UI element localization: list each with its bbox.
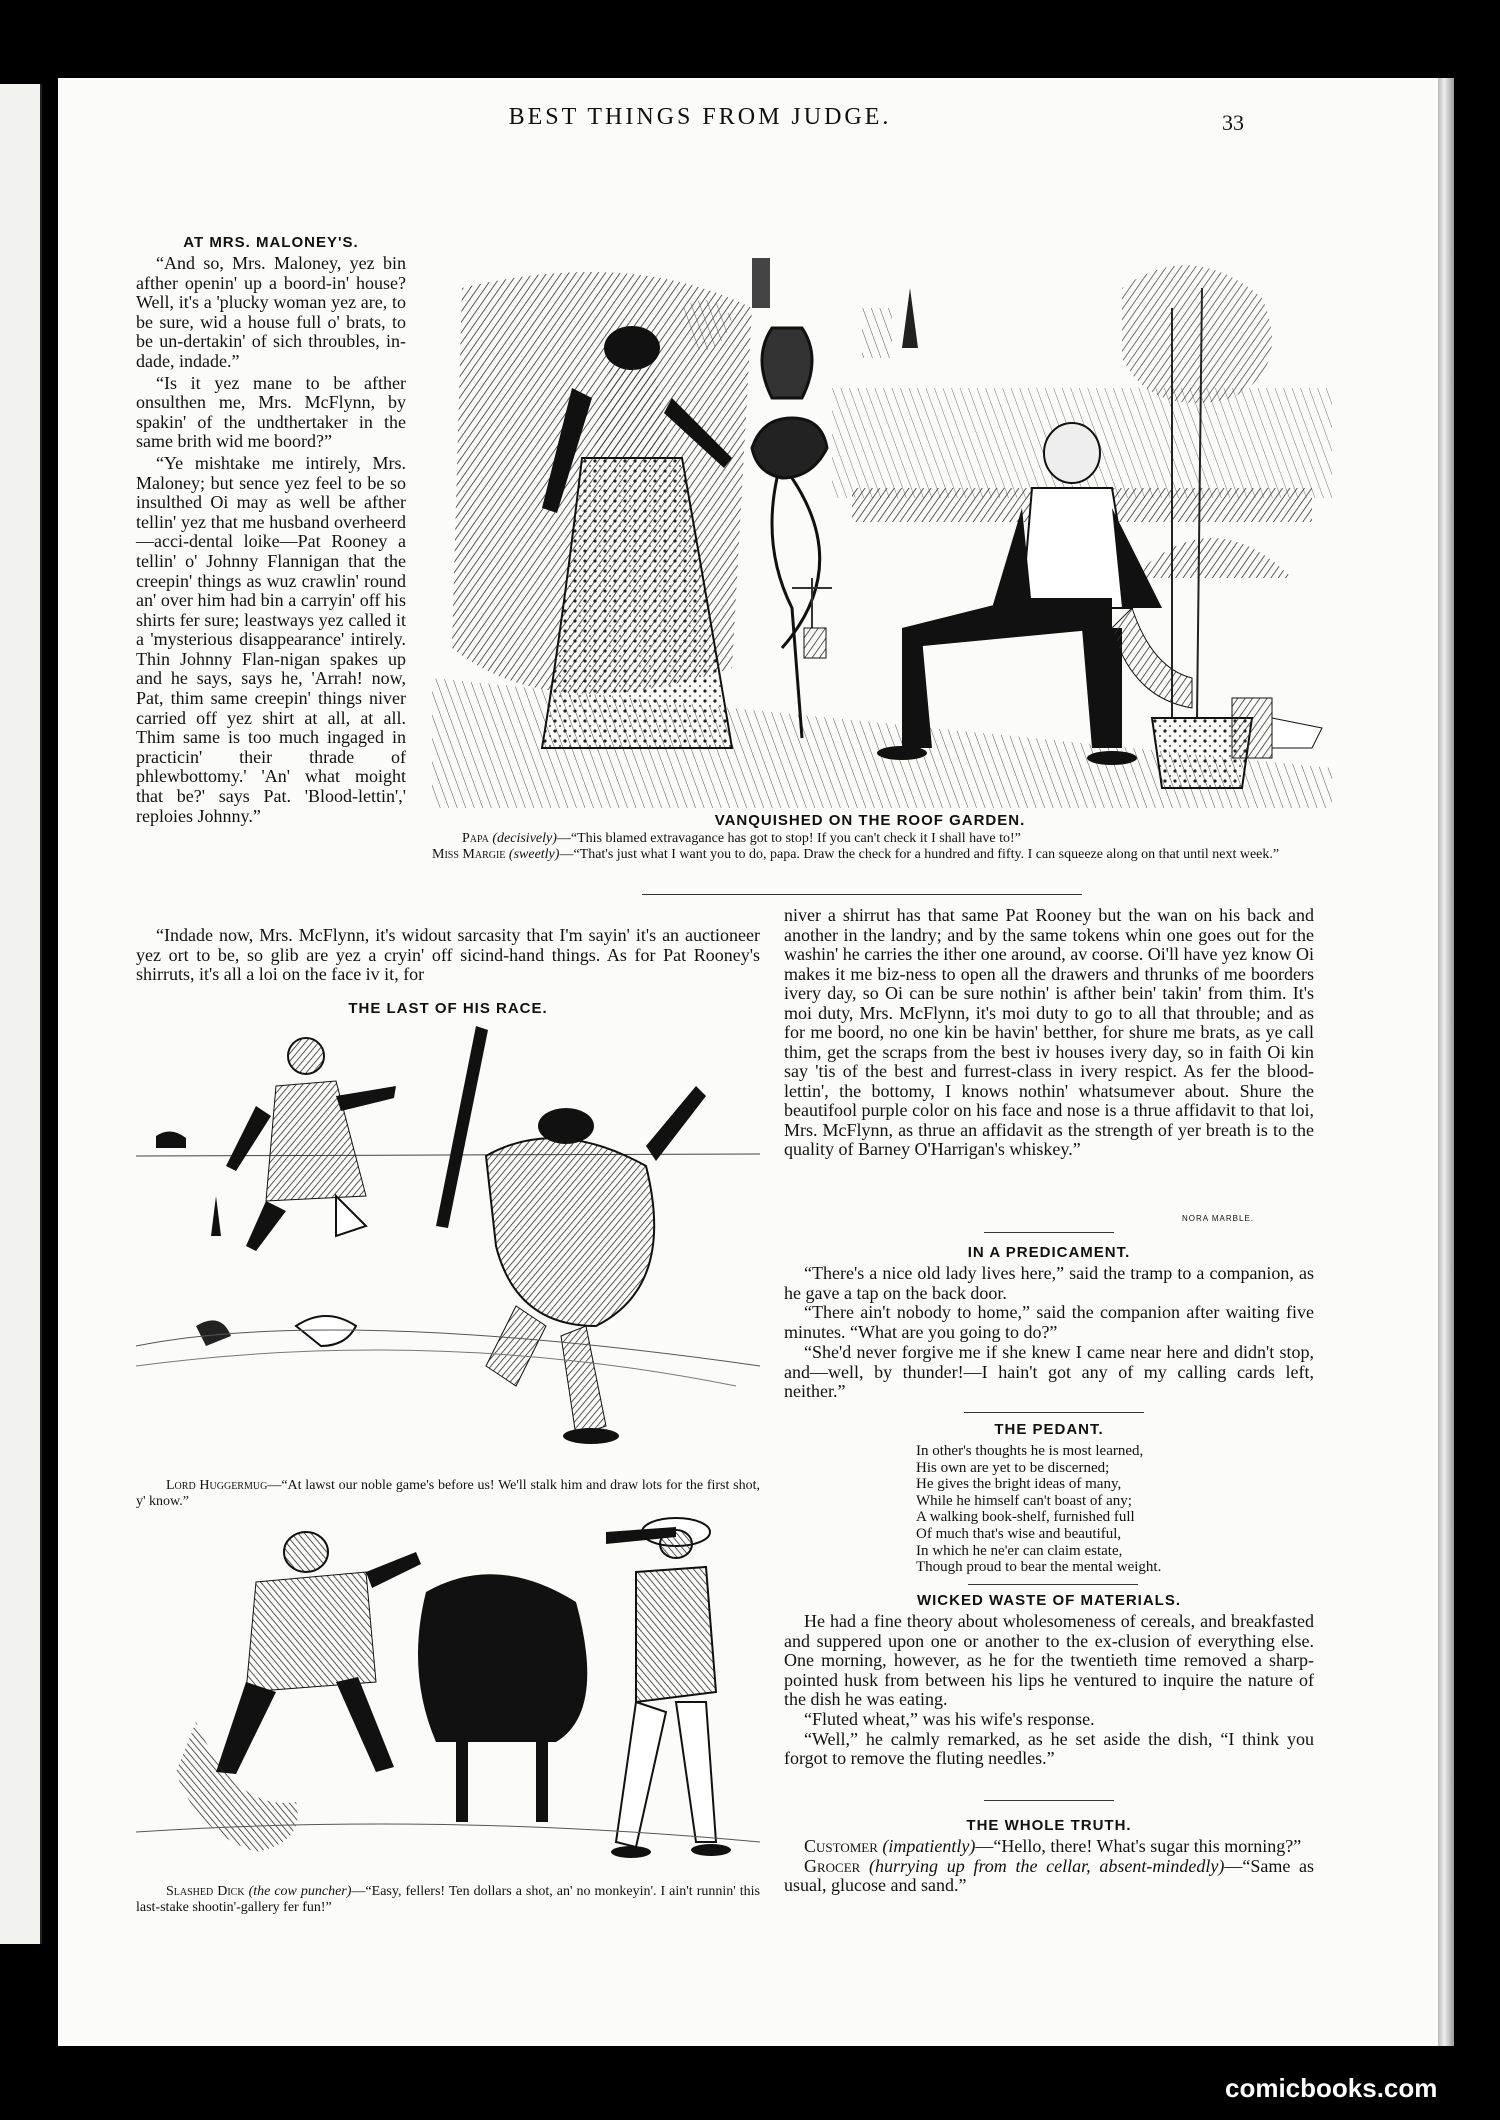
maloney-paragraph-wide bbox=[136, 926, 760, 985]
predicament-paragraph: “There ain't nobody to home,” said the companion after waiting five minutes. “What are you going to do?” bbox=[784, 1302, 1314, 1343]
waste-paragraph: “Well,” he calmly remarked, as he set aside the dish, “I think you forgot to remove the fluting needles.” bbox=[784, 1728, 1314, 1769]
caption-line: —“Easy, fellers! Ten dollars a shot, an' no monkeyin'. I ain't runnin' this last-stake shootin'-gallery fer fun!” bbox=[136, 1884, 760, 1915]
stage-direction: (decisively) bbox=[492, 831, 557, 846]
section-rule bbox=[642, 894, 1082, 895]
maloney-column-right bbox=[784, 906, 1314, 1160]
roof-garden-illustration bbox=[432, 248, 1332, 808]
poem-line: While he himself can't boast of any; bbox=[916, 1492, 1132, 1509]
maloney-paragraph: “Is it yez mane to be afther onsulthen me, Mrs. McFlynn, by spakin' of the undthertaker in the same brith wid me boord?” bbox=[136, 372, 406, 452]
maloney-paragraph: niver a shirrut has that same Pat Rooney but the wan on his back and another in the landry; and by the same tokens whin one goes out for the washin' he carries the ither one around, av coorse. Oi'll have yez know Oi makes it me biz-ness to open all the drawers and thrunks of me boorders ivery day, so Oi can be sure nothin' is afther bein' takin' from thim. It's moi duty, Mrs. McFlynn, it's moi duty to go to all that throuble; and as for me boord, no one kin be havin' betther, for shure me brats, as ye call thim, get the scraps from the best iv houses ivery day, so in faith Oi kin say 'tis of the best and furrest-class in ivery respict. As fer the blood-lettin', the bottomy, I knows nothin' whatsumever about. Shure the beautifool purple color on his face and nose is a thrue affidavit to that loi, Mrs. McFlynn, as thrue an affidavit as the strength of yer breath is to the quality of Barney O'Harrigan's whiskey.” bbox=[784, 905, 1314, 1159]
watermark: comicbooks.com bbox=[1225, 2073, 1438, 2103]
roof-garden-title: VANQUISHED ON THE ROOF GARDEN. bbox=[714, 812, 1026, 829]
facing-page-edge bbox=[0, 84, 42, 1944]
running-head: BEST THINGS FROM JUDGE. bbox=[508, 104, 892, 130]
predicament-text bbox=[784, 1264, 1314, 1402]
predicament-paragraph: “There's a nice old lady lives here,” said the tramp to a companion, as he gave a tap on the back door. bbox=[784, 1263, 1314, 1303]
truth-paragraph bbox=[784, 1857, 1314, 1896]
pedant-poem bbox=[916, 1443, 1161, 1576]
caption-line: —“At lawst our noble game's before us! We'll stalk him and draw lots for the first shot, y' know.” bbox=[136, 1478, 760, 1509]
maloney-column-top bbox=[136, 254, 406, 826]
waste-paragraph: “Fluted wheat,” was his wife's response. bbox=[804, 1708, 1095, 1729]
poem-line: A walking book-shelf, furnished full bbox=[916, 1509, 1135, 1526]
maloney-paragraph: “And so, Mrs. Maloney, yez bin afther openin' up a boord-in' house? Well, it's a 'plucky woman yez are, to be sure, wid a house full o' brats, to be un-dertakin' of sich throubles, in-dade, indade.” bbox=[136, 253, 406, 371]
speaker-miss-margie: Miss Margie bbox=[432, 846, 506, 862]
page-edge-shadow bbox=[1438, 78, 1454, 2046]
dialogue: —“Hello, there! What's sugar this morning?” bbox=[975, 1836, 1302, 1856]
poem-line: He gives the bright ideas of many, bbox=[916, 1476, 1122, 1493]
poem-line: Though proud to bear the mental weight. bbox=[916, 1559, 1162, 1576]
section-rule bbox=[984, 1232, 1114, 1233]
speaker-grocer: Grocer bbox=[804, 1855, 861, 1876]
page-number: 33 bbox=[1222, 110, 1244, 135]
hunters-illustration bbox=[136, 1026, 760, 1466]
speaker-papa: Papa bbox=[462, 831, 489, 846]
predicament-paragraph: “She'd never forgive me if she knew I came near here and didn't stop, and—well, by thunder!—I hain't got any of my calling cards left, neither.” bbox=[784, 1341, 1314, 1402]
roof-garden-caption bbox=[432, 831, 1312, 862]
speaker-lord-huggermug: Lord Huggermug bbox=[166, 1478, 268, 1493]
waste-text bbox=[784, 1612, 1314, 1769]
truth-title: THE WHOLE TRUTH. bbox=[966, 1817, 1132, 1834]
stage-direction: (the cow puncher) bbox=[248, 1884, 352, 1899]
poem-line: Of much that's wise and beautiful, bbox=[916, 1525, 1122, 1542]
caption-line: —“This blamed extravagance has got to stop! If you can't check it I shall have to!” bbox=[556, 831, 1021, 846]
caption-line: —“That's just what I want you to do, papa. Draw the check for a hundred and fifty. I can squeeze along on that until next week.” bbox=[559, 846, 1280, 862]
maloney-paragraph: “Ye mishtake me intirely, Mrs. Maloney; but sence yez feel to be so insulthed Oi may as well be afther tellin' yez that me husband overheerd—acci-dental loike—Pat Rooney a tellin' o' Johnny Flannigan that the creepin' things as wuz crawlin' round an' over him had bin a carryin' off his shirts fer sure; leastways yez called it a 'mysterious disappearance' intirely. Thin Johnny Flan-nigan spakes up and he says, says he, 'Arrah! now, Pat, thim same creepin' things niver carried off yez shirt at all, at all. Thim same is too much ingaged in practicin' their thrade of phlewbottomy.' 'An' what moight that be?' says Pat. 'Blood-lettin',' reploies Johnny.” bbox=[136, 452, 406, 826]
poem-line: In which he ne'er can claim estate, bbox=[916, 1542, 1123, 1559]
truth-paragraph bbox=[784, 1837, 1314, 1857]
last-of-race-title: THE LAST OF HIS RACE. bbox=[348, 1000, 548, 1017]
cowboy-illustration bbox=[136, 1512, 760, 1872]
section-rule bbox=[984, 1800, 1114, 1801]
poem-line: In other's thoughts he is most learned, bbox=[916, 1443, 1144, 1459]
pedant-title: THE PEDANT. bbox=[994, 1421, 1104, 1438]
slashed-dick-caption bbox=[136, 1884, 760, 1915]
speaker-customer: Customer bbox=[804, 1836, 878, 1856]
stage-direction: (hurrying up from the cellar, absent-mindedly) bbox=[869, 1855, 1225, 1876]
stage-direction: (sweetly) bbox=[508, 846, 560, 862]
predicament-title: IN A PREDICAMENT. bbox=[967, 1244, 1131, 1261]
maloney-paragraph: “Indade now, Mrs. McFlynn, it's widout sarcasity that I'm sayin' it's an auctioneer yez ort to be, so glib are yez a cryin' off sicind-hand things. As for Pat Rooney's shirruts, it's all a loi on the face iv it, for bbox=[136, 925, 760, 985]
waste-paragraph: He had a fine theory about wholesomeness of cereals, and breakfasted and suppered upon one or another to the ex-clusion of everything else. One morning, however, as he for the twentieth time removed a sharp-pointed husk from between his lips he ventured to inquire the nature of the dish he was eating. bbox=[784, 1611, 1314, 1710]
dialogue: —“Same as usual, glucose and sand.” bbox=[784, 1855, 1315, 1896]
poem-line: His own are yet to be discerned; bbox=[916, 1459, 1110, 1476]
truth-text bbox=[784, 1837, 1314, 1896]
section-rule bbox=[964, 1412, 1144, 1413]
waste-title: WICKED WASTE OF MATERIALS. bbox=[916, 1592, 1182, 1609]
maloney-title: AT MRS. MALONEY'S. bbox=[183, 234, 359, 251]
author-signature: NORA MARBLE. bbox=[1182, 1214, 1255, 1223]
speaker-slashed-dick: Slashed Dick bbox=[166, 1884, 245, 1899]
stage-direction: (impatiently) bbox=[882, 1836, 976, 1856]
huggermug-caption bbox=[136, 1478, 760, 1509]
section-rule bbox=[968, 1584, 1138, 1585]
